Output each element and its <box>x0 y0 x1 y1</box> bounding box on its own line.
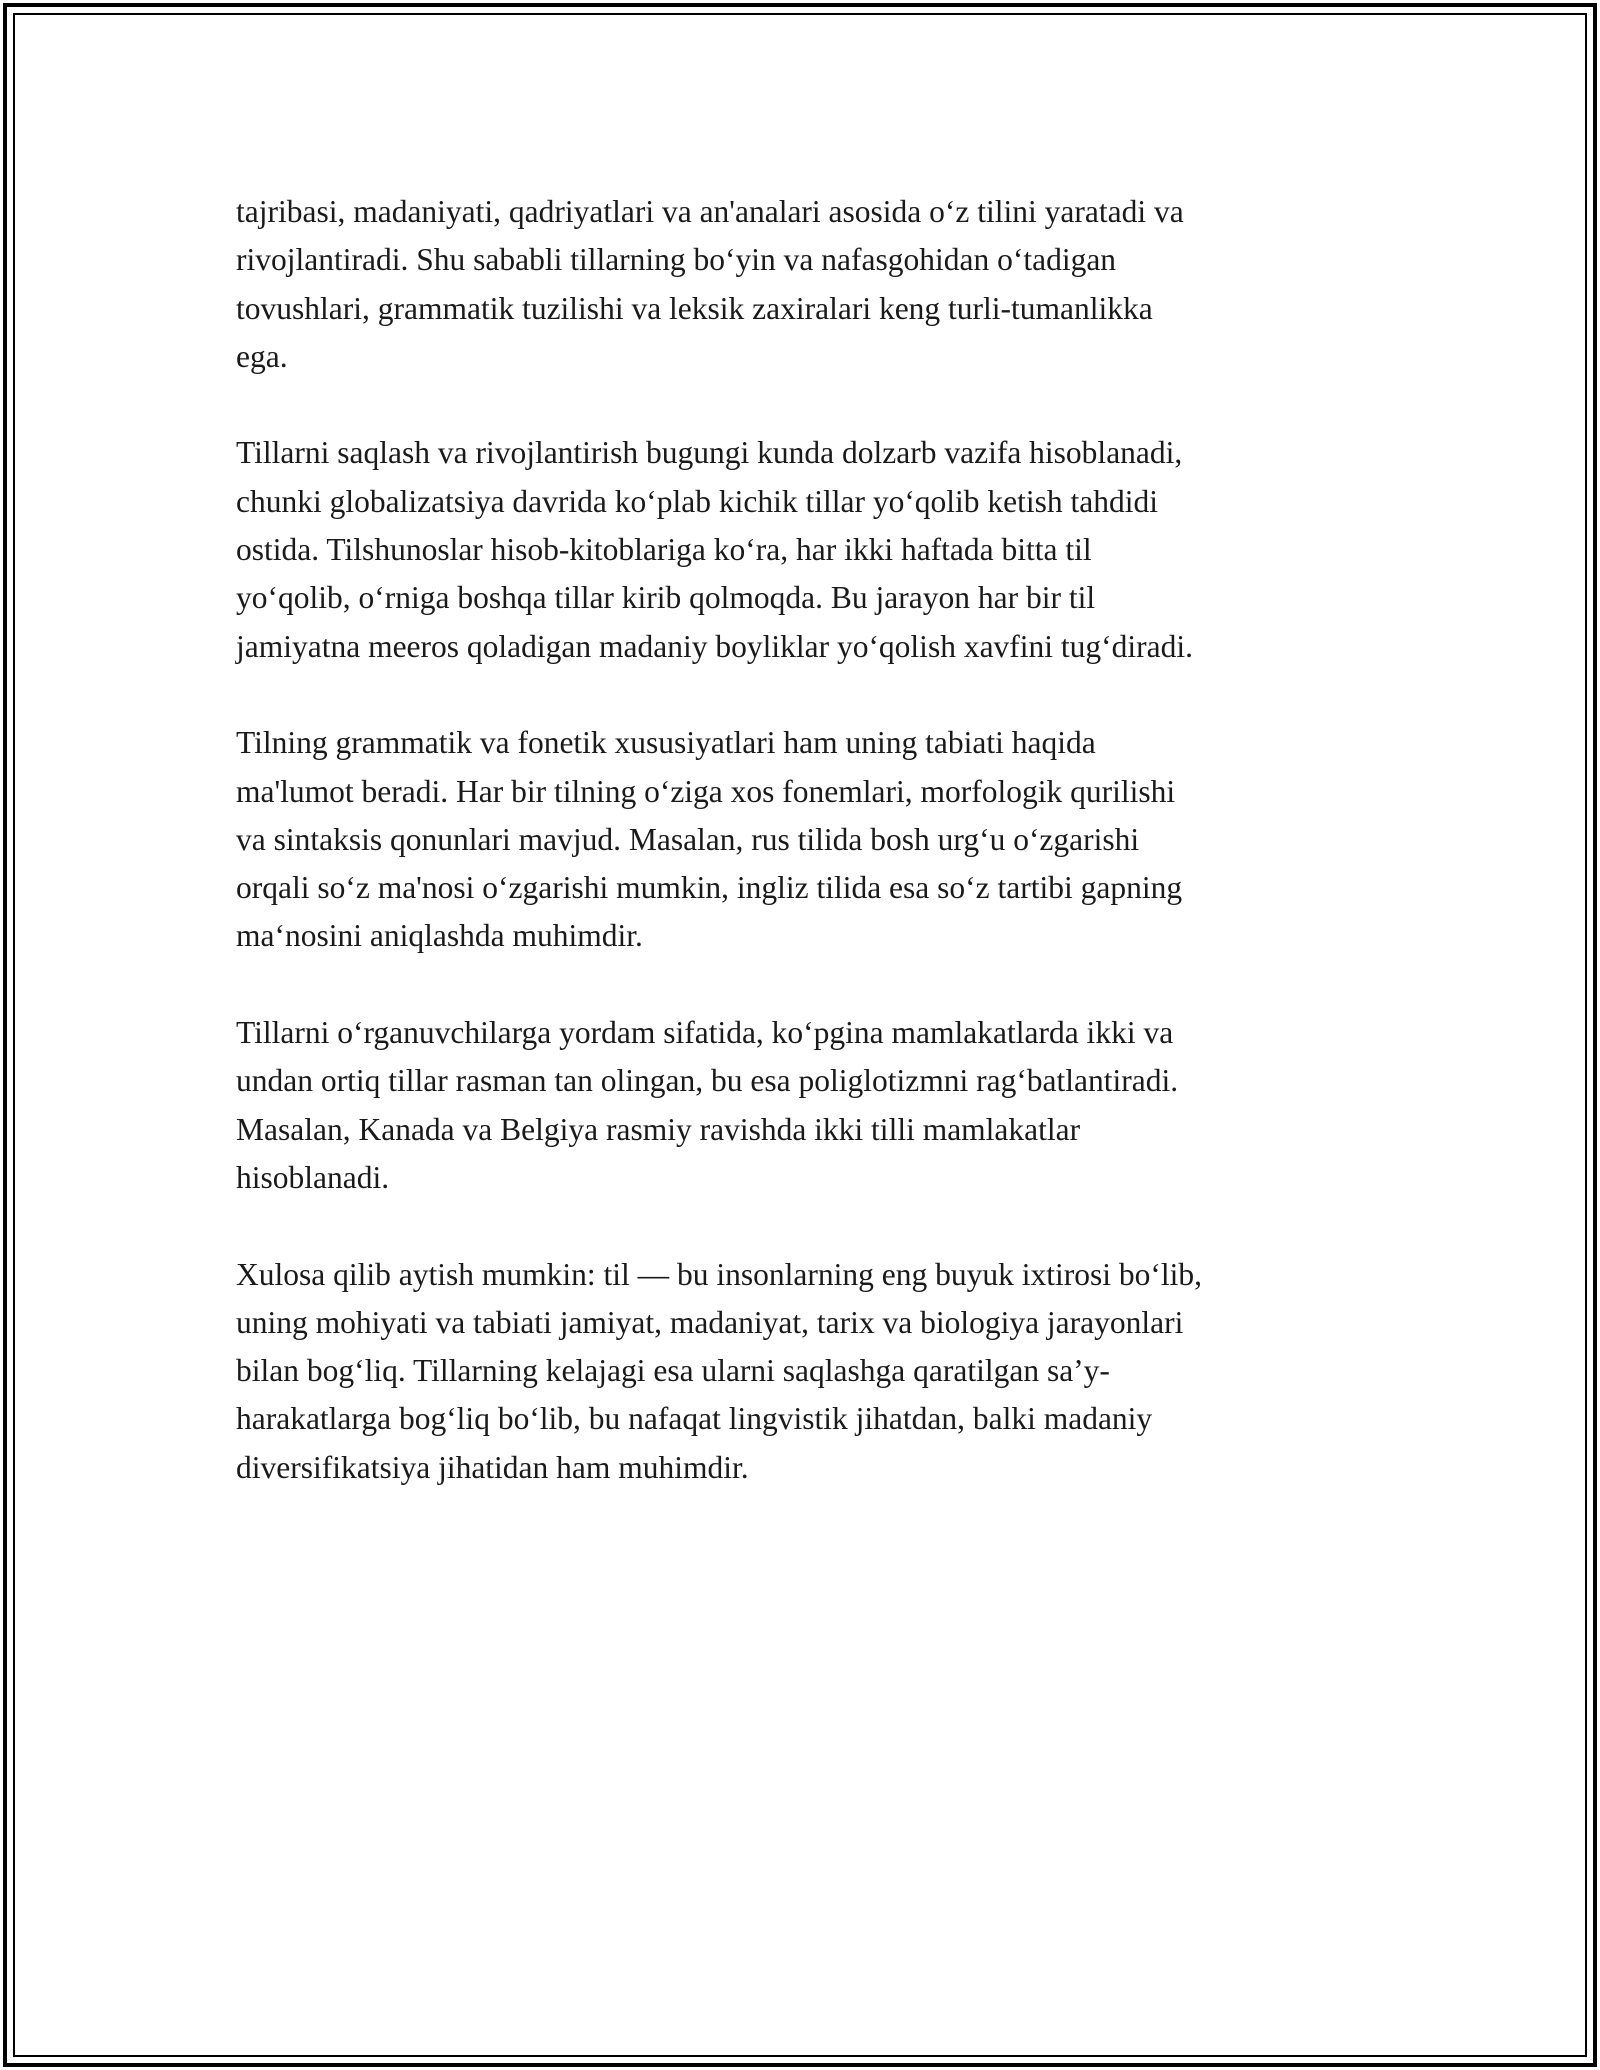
text-line: rivojlantiradi. Shu sababli tillarning bo‘yin va nafasgohidan o‘tadigan <box>236 242 1117 278</box>
text-line: ostida. Tilshunoslar hisob-kitoblariga ko‘ra, har ikki haftada bitta til <box>236 532 1092 568</box>
text-line: Xulosa qilib aytish mumkin: til — bu insonlarning eng buyuk ixtirosi bo‘lib, <box>236 1256 1202 1292</box>
text-line: ma'lumot beradi. Har bir tilning o‘ziga xos fonemlari, morfologik qurilishi <box>236 773 1176 809</box>
text-line: Masalan, Kanada va Belgiya rasmiy ravishda ikki tilli mamlakatlar <box>236 1111 1081 1147</box>
text-line: Tillarni saqlash va rivojlantirish bugungi kunda dolzarb vazifa hisoblanadi, <box>236 435 1183 471</box>
text-line: chunki globalizatsiya davrida ko‘plab kichik tillar yo‘qolib ketish tahdidi <box>236 483 1159 519</box>
text-line: tajribasi, madaniyati, qadriyatlari va an'analari asosida o‘z tilini yaratadi va <box>236 194 1184 229</box>
paragraph-5 <box>236 1251 1366 1492</box>
document-body <box>236 188 1366 1540</box>
text-line: bilan bog‘liq. Tillarning kelajagi esa ularni saqlashga qaratilgan sa’y- <box>236 1353 1110 1389</box>
text-line: hisoblanadi. <box>236 1159 390 1195</box>
text-line: orqali so‘z ma'nosi o‘zgarishi mumkin, ingliz tilida esa so‘z tartibi gapning <box>236 870 1183 906</box>
text-line: ega. <box>236 338 288 374</box>
paragraph-2 <box>236 429 1366 670</box>
text-line: tovushlari, grammatik tuzilishi va leksik zaxiralari keng turli-tumanlikka <box>236 290 1153 326</box>
text-line: ma‘nosini aniqlashda muhimdir. <box>236 918 643 954</box>
text-line: jamiyatna meeros qoladigan madaniy boyliklar yo‘qolish xavfini tug‘diradi. <box>236 628 1194 664</box>
paragraph-4 <box>236 1009 1366 1202</box>
text-line: yo‘qolib, o‘rniga boshqa tillar kirib qolmoqda. Bu jarayon har bir til <box>236 580 1096 616</box>
text-line: uning mohiyati va tabiati jamiyat, madaniyat, tarix va biologiya jarayonlari <box>236 1304 1184 1340</box>
text-line: Tilning grammatik va fonetik xususiyatlari ham uning tabiati haqida <box>236 725 1096 761</box>
paragraph-1 <box>236 188 1366 381</box>
text-line: undan ortiq tillar rasman tan olingan, bu esa poliglotizmni rag‘batlantiradi. <box>236 1063 1179 1099</box>
text-line: harakatlarga bog‘liq bo‘lib, bu nafaqat lingvistik jihatdan, balki madaniy <box>236 1401 1153 1437</box>
text-line: diversifikatsiya jihatidan ham muhimdir. <box>236 1449 749 1485</box>
text-line: Tillarni o‘rganuvchilarga yordam sifatida, ko‘pgina mamlakatlarda ikki va <box>236 1015 1174 1051</box>
text-line: va sintaksis qonunlari mavjud. Masalan, rus tilida bosh urg‘u o‘zgarishi <box>236 821 1140 857</box>
paragraph-3 <box>236 719 1366 960</box>
